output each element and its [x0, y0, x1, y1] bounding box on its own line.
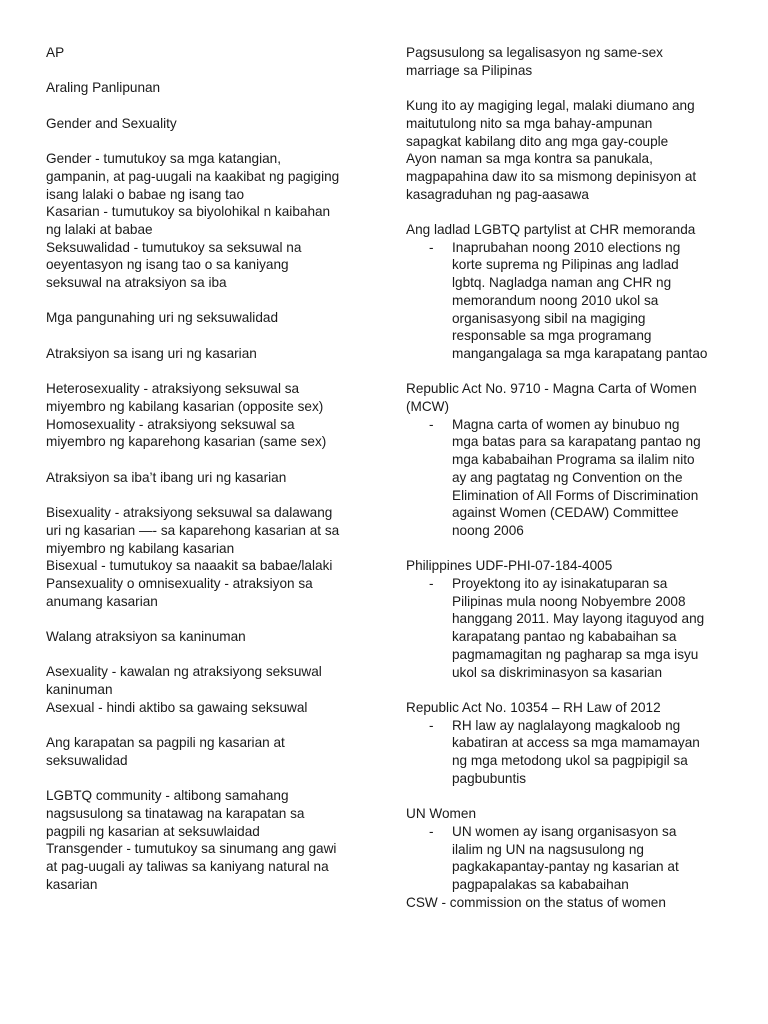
left-column: [46, 44, 366, 894]
text-line: CSW - commission on the status of women: [406, 894, 666, 910]
text-line: marriage sa Pilipinas: [406, 62, 533, 78]
dash-bullet: -: [429, 416, 434, 432]
text-line: Gender and Sexuality: [46, 115, 177, 131]
text-line: uri ng kasarian —- sa kaparehong kasarian at sa: [46, 522, 340, 538]
text-line: kaninuman: [46, 682, 113, 698]
text-line: Transgender - tumutukoy sa sinumang ang gawi: [46, 841, 337, 857]
text-line: korte suprema ng Pilipinas ang ladlad: [452, 257, 679, 273]
text-line: Asexual - hindi aktibo sa gawaing seksuwal: [46, 699, 308, 715]
text-line: UN women ay isang organisasyon sa: [452, 823, 677, 839]
text-line: anumang kasarian: [46, 593, 158, 609]
text-line: kasarian: [46, 876, 98, 892]
text-line: LGBTQ community - altibong samahang: [46, 788, 289, 804]
section-rights: [46, 734, 366, 769]
dash-bullet: -: [429, 576, 434, 592]
text-line: Asexuality - kawalan ng atraksiyong seksuwal: [46, 664, 322, 680]
text-line: Ang karapatan sa pagpili ng kasarian at: [46, 735, 285, 751]
section-udf: [406, 557, 726, 681]
dash-bullet: -: [429, 823, 434, 839]
text-line: Pagsusulong sa legalisasyon ng same-sex: [406, 45, 663, 60]
section-no-attraction: [46, 628, 366, 646]
heading-topic: [46, 115, 366, 133]
section-ra-10354: [406, 699, 726, 788]
bullet-item: [406, 823, 726, 894]
text-line: Gender - tumutukoy sa mga katangian,: [46, 151, 281, 167]
dash-bullet: -: [429, 239, 434, 255]
section-heading: Philippines UDF-PHI-07-184-4005: [406, 558, 613, 574]
text-line: Pilipinas mula noong Nobyembre 2008: [452, 593, 686, 609]
text-line: Atraksiyon sa iba’t ibang uri ng kasarian: [46, 469, 287, 485]
text-line: pagmamagitan ng pagharap sa mga isyu: [452, 646, 699, 662]
text-line: responsable sa mga programang: [452, 328, 652, 344]
text-line: seksuwalidad: [46, 752, 128, 768]
text-line: Seksuwalidad - tumutukoy sa seksuwal na: [46, 239, 302, 255]
text-line: kabatiran at access sa mga mamamayan: [452, 735, 700, 751]
heading-subject: [46, 79, 366, 97]
text-line: Bisexuality - atraksiyong seksuwal sa dalawang: [46, 505, 333, 521]
text-line: ilalim ng UN na nagsusulong ng: [452, 841, 644, 857]
text-line: organisasyong sibil na magiging: [452, 310, 646, 326]
text-line: pagpili ng kasarian at seksuwlaidad: [46, 823, 260, 839]
paragraph-arguments: [406, 97, 726, 203]
text-line: Heterosexuality - atraksiyong seksuwal sa: [46, 381, 300, 397]
text-line: Inaprubahan noong 2010 elections ng: [452, 239, 681, 255]
text-line: Kung ito ay magiging legal, malaki diumano ang: [406, 98, 695, 114]
text-line: miyembro ng kaparehong kasarian (same sex): [46, 434, 327, 450]
section-ra-9710: [406, 380, 726, 539]
bullet-item: [406, 239, 726, 363]
definitions-asexual: [46, 663, 366, 716]
text-line: AP: [46, 45, 65, 60]
text-line: at pag-uugali ay taliwas sa kaniyang natural na: [46, 859, 329, 875]
text-line: isang lalaki o babae ng isang tao: [46, 186, 245, 202]
heading-ap: [46, 44, 366, 62]
text-line: against Women (CEDAW) Committee: [452, 505, 679, 521]
text-line: oeyentasyon ng isang tao o sa kaniyang: [46, 257, 289, 273]
text-line: kasagraduhan ng pag-aasawa: [406, 186, 589, 202]
text-line: RH law ay naglalayong magkaloob ng: [452, 717, 681, 733]
text-line: ukol sa diskriminasyon sa kasarian: [452, 664, 663, 680]
section-multi-attraction: [46, 469, 366, 487]
text-line: magpapahina daw ito sa mismong depinisyon at: [406, 168, 697, 184]
definitions-bi-pan: [46, 504, 366, 610]
text-line: Magna carta of women ay binubuo ng: [452, 416, 680, 432]
section-heading: UN Women: [406, 806, 476, 822]
text-line: sapagkat kabilang dito ang mga gay-couple: [406, 133, 669, 149]
text-line: Mga pangunahing uri ng seksuwalidad: [46, 310, 279, 326]
text-line: Elimination of All Forms of Discrimination: [452, 487, 699, 503]
text-line: karapatang pantao ng kababaihan sa: [452, 629, 677, 645]
section-ladlad: [406, 221, 726, 363]
section-single-attraction: [46, 345, 366, 363]
section-same-sex-marriage: [406, 44, 726, 79]
bullet-item: [406, 575, 726, 681]
text-line: Proyektong ito ay isinakatuparan sa: [452, 576, 668, 592]
text-line: miyembro ng kabilang kasarian (opposite sex): [46, 398, 324, 414]
text-line: pagpapalakas sa kababaihan: [452, 876, 629, 892]
text-line: Atraksiyon sa isang uri ng kasarian: [46, 345, 257, 361]
text-line: miyembro ng kabilang kasarian: [46, 540, 235, 556]
text-line: gampanin, at pag-uugali na kaakibat ng pagiging: [46, 168, 340, 184]
text-line: pagkakapantay-pantay ng kasarian at: [452, 859, 679, 875]
text-line: Walang atraksiyon sa kaninuman: [46, 629, 246, 645]
text-line: nagsusulong sa tinatawag na karapatan sa: [46, 806, 305, 822]
text-line: pagbubuntis: [452, 770, 527, 786]
section-heading: Republic Act No. 10354 – RH Law of 2012: [406, 699, 661, 715]
definitions-lgbtq: [46, 787, 366, 893]
text-line: maitutulong nito sa mga bahay-ampunan: [406, 115, 653, 131]
text-line: Araling Panlipunan: [46, 80, 161, 96]
section-heading: Republic Act No. 9710 - Magna Carta of Women: [406, 381, 697, 397]
bullet-item: [406, 717, 726, 788]
text-line: Pansexuality o omnisexuality - atraksiyon sa: [46, 575, 313, 591]
text-line: Kasarian - tumutukoy sa biyolohikal n kaibahan: [46, 204, 331, 220]
section-types: [46, 309, 366, 327]
text-line: hanggang 2011. May layong itaguyod ang: [452, 611, 705, 627]
text-line: noong 2006: [452, 522, 524, 538]
text-line: ng lalaki at babae: [46, 221, 153, 237]
text-line: ng mga metodong ukol sa pagpipigil sa: [452, 753, 688, 769]
bullet-item: [406, 416, 726, 540]
text-line: Ayon naman sa mga kontra sa panukala,: [406, 151, 653, 167]
text-line: lgbtq. Nagladga naman ang CHR ng: [452, 275, 672, 291]
section-un-women: [406, 805, 726, 911]
definitions-hetero-homo: [46, 380, 366, 451]
text-line: mangangalaga sa mga karapatang pantao: [452, 345, 708, 361]
text-line: ay ang pagtatag ng Convention on the: [452, 469, 683, 485]
text-line: Bisexual - tumutukoy sa naaakit sa babae/lalaki: [46, 558, 333, 574]
text-line: Homosexuality - atraksiyong seksuwal sa: [46, 416, 295, 432]
text-line: seksuwal na atraksiyon sa iba: [46, 275, 227, 291]
dash-bullet: -: [429, 717, 434, 733]
text-line: mga kababaihan Programa sa ilalim nito: [452, 452, 695, 468]
right-column: [406, 44, 726, 911]
text-line: memorandum noong 2010 ukol sa: [452, 292, 659, 308]
section-heading: (MCW): [406, 399, 450, 415]
text-line: mga batas para sa karapatang pantao ng: [452, 434, 701, 450]
definitions-gender: [46, 150, 366, 292]
section-heading: Ang ladlad LGBTQ partylist at CHR memoranda: [406, 222, 696, 237]
